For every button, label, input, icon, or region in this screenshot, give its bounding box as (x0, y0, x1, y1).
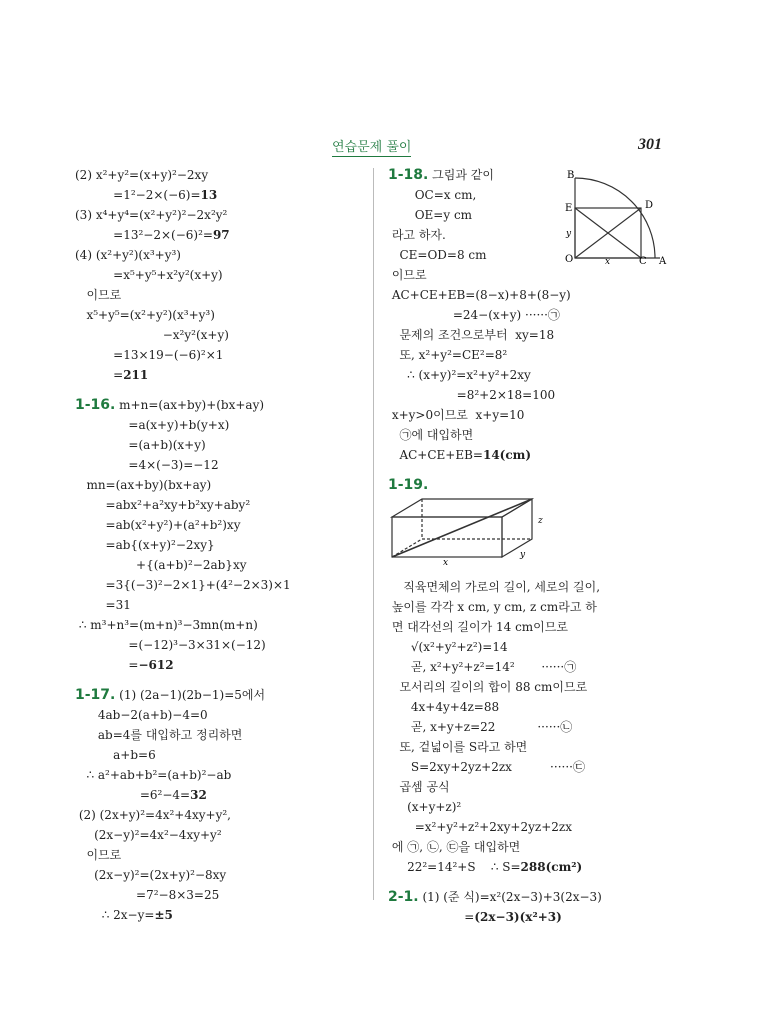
fig-label-E: E (565, 203, 573, 214)
line-text: 면 대각선의 길이가 14 cm이므로 (388, 620, 568, 634)
line-text: =(−12)³−3×31×(−12) (75, 638, 266, 652)
line-text: =13×19−(−6)²×1 (75, 348, 224, 362)
line-text: ㉠에 대입하면 (388, 428, 474, 442)
left-column (75, 165, 365, 925)
page-number: 301 (638, 136, 662, 153)
solution-line (75, 865, 365, 885)
line-text: 직육면체의 가로의 길이, 세로의 길이, (388, 580, 601, 594)
problem-2-1-body (388, 907, 688, 927)
line-text: ∴ (x+y)²=x²+y²+2xy (388, 368, 531, 382)
line-answer: 13 (200, 188, 218, 202)
solution-line (388, 617, 688, 637)
line-text: 이므로 (388, 268, 427, 282)
solution-line (388, 857, 688, 877)
solution-line (75, 595, 365, 615)
problem-1-17-body (75, 705, 365, 925)
solution-line (388, 425, 688, 445)
solution-line (388, 637, 688, 657)
column-divider (373, 168, 374, 900)
solution-line (388, 817, 688, 837)
problem-line: (1) (2a−1)(2b−1)=5에서 (115, 688, 266, 702)
fig-label-x: x (605, 257, 611, 265)
solution-line (75, 575, 365, 595)
line-text: =4×(−3)=−12 (75, 458, 219, 472)
cuboid-label-x: x (443, 558, 449, 567)
solution-line (75, 435, 365, 455)
line-text: 또, 겉넓이를 S라고 하면 (388, 740, 528, 754)
solution-line (388, 305, 688, 325)
solution-line (75, 655, 365, 675)
line-text: = (75, 658, 139, 672)
line-text: = (75, 368, 124, 382)
line-text: 에 ㉠, ㉡, ㉢을 대입하면 (388, 840, 521, 854)
line-text: =x²+y²+z²+2xy+2yz+2zx (388, 820, 572, 834)
solution-line (388, 385, 688, 405)
line-text: = (388, 910, 475, 924)
line-text: (2) (2x+y)²=4x²+4xy+y², (75, 808, 231, 822)
solution-line (388, 677, 688, 697)
line-answer: ±5 (154, 908, 173, 922)
line-text: 높이를 각각 x cm, y cm, z cm라고 하 (388, 600, 597, 614)
line-text: ab=4를 대입하고 정리하면 (75, 728, 243, 742)
solution-line (75, 635, 365, 655)
fig-label-D: D (645, 200, 654, 211)
solution-line (75, 885, 365, 905)
fig-label-C: C (639, 256, 647, 265)
problem-1-16-header (75, 395, 365, 415)
line-answer: 211 (123, 368, 149, 382)
fig-label-A: A (659, 256, 667, 265)
solution-line (388, 837, 688, 857)
line-text: 4x+4y+4z=88 (388, 700, 500, 714)
right-column (388, 165, 688, 927)
line-text: 라고 하자. (388, 228, 446, 242)
solution-line (75, 905, 365, 925)
solution-line (75, 305, 365, 325)
line-text: mn=(ax+by)(bx+ay) (75, 478, 212, 492)
line-text: x⁵+y⁵=(x²+y²)(x³+y³) (75, 308, 215, 322)
solution-line (388, 325, 688, 345)
line-text: =x⁵+y⁵+x²y²(x+y) (75, 268, 223, 282)
line-text: ∴ a²+ab+b²=(a+b)²−ab (75, 768, 232, 782)
solution-line (388, 365, 688, 385)
problem-number: 1-18. (388, 167, 429, 183)
solution-line (75, 245, 365, 265)
line-text: =31 (75, 598, 131, 612)
line-text: +{(a+b)²−2ab}xy (75, 558, 247, 572)
solution-line (388, 405, 688, 425)
line-text: =6²−4= (75, 788, 191, 802)
line-answer: 288(cm²) (520, 860, 583, 874)
cuboid-figure (388, 497, 688, 573)
problem-line: m+n=(ax+by)+(bx+ay) (115, 398, 265, 412)
solution-line (75, 615, 365, 635)
solution-line (75, 165, 365, 185)
solution-line (75, 785, 365, 805)
solution-line (388, 697, 688, 717)
fig-label-y: y (566, 229, 572, 239)
line-text: =ab(x²+y²)+(a²+b²)xy (75, 518, 241, 532)
line-answer: 32 (190, 788, 207, 802)
line-text: =8²+2×18=100 (388, 388, 556, 402)
solution-line (75, 205, 365, 225)
line-text: =13²−2×(−6)²= (75, 228, 213, 242)
line-text: ∴ 2x−y= (75, 908, 155, 922)
fig-label-O: O (565, 254, 574, 265)
solution-line (75, 225, 365, 245)
solution-line (388, 577, 688, 597)
line-text: 이므로 (75, 288, 122, 302)
solution-line (75, 495, 365, 515)
solution-line (75, 365, 365, 385)
solution-line (75, 475, 365, 495)
line-answer: −612 (138, 658, 174, 672)
line-text: =(a+b)(x+y) (75, 438, 206, 452)
cuboid-diagram (388, 497, 548, 567)
line-text: 4ab−2(a+b)−4=0 (75, 708, 208, 722)
problem-number: 1-16. (75, 397, 116, 413)
line-text: 곱셈 공식 (388, 780, 450, 794)
solution-line (388, 597, 688, 617)
solution-line (75, 265, 365, 285)
solution-line (75, 535, 365, 555)
line-text: √(x²+y²+z²)=14 (388, 640, 508, 654)
line-text: S=2xy+2yz+2zx ······㉢ (388, 760, 585, 774)
problem-1-19-body (388, 577, 688, 877)
line-text: OC=x cm, (388, 188, 477, 202)
line-text: 곧, x²+y²+z²=14² ······㉠ (388, 660, 577, 674)
line-text: OE=y cm (388, 208, 473, 222)
line-text: 모서리의 길이의 합이 88 cm이므로 (388, 680, 588, 694)
line-text: =abx²+a²xy+b²xy+aby² (75, 498, 251, 512)
line-text: (2x−y)²=(2x+y)²−8xy (75, 868, 227, 882)
line-text: 22²=14²+S ∴ S= (388, 860, 521, 874)
solution-line (75, 555, 365, 575)
line-text: −x²y²(x+y) (75, 328, 229, 342)
problem-number: 2-1. (388, 889, 419, 905)
line-text: 문제의 조건으로부터 xy=18 (388, 328, 555, 342)
problem-1-16-body (75, 415, 365, 675)
line-text: =ab{(x+y)²−2xy} (75, 538, 215, 552)
solution-line (388, 757, 688, 777)
line-answer: (2x−3)(x²+3) (474, 910, 562, 924)
solution-line (388, 445, 688, 465)
problem-2-1-header (388, 887, 688, 907)
solution-line (75, 705, 365, 725)
solution-line (388, 285, 688, 305)
quarter-circle-figure (565, 170, 685, 265)
line-text: (x+y+z)² (388, 800, 462, 814)
line-text: =a(x+y)+b(y+x) (75, 418, 230, 432)
cuboid-label-z: z (538, 516, 543, 526)
line-text: (2x−y)²=4x²−4xy+y² (75, 828, 222, 842)
problem-1-19-header (388, 475, 688, 495)
solution-line (75, 805, 365, 825)
problem-number: 1-17. (75, 687, 116, 703)
page-title: 연습문제 풀이 (332, 136, 411, 157)
solution-line (75, 745, 365, 765)
solution-line (75, 845, 365, 865)
solution-line (388, 797, 688, 817)
line-text: =7²−8×3=25 (75, 888, 220, 902)
line-text: =3{(−3)²−2×1}+(4²−2×3)×1 (75, 578, 291, 592)
problem-1-15-continuation (75, 165, 365, 385)
problem-1-17-header (75, 685, 365, 705)
line-text: 이므로 (75, 848, 122, 862)
solution-line (388, 345, 688, 365)
solution-line (75, 725, 365, 745)
line-answer: 14(cm) (482, 448, 532, 462)
line-text: ∴ m³+n³=(m+n)³−3mn(m+n) (75, 618, 258, 632)
problem-line: 그림과 같이 (428, 168, 494, 182)
solution-line (388, 907, 688, 927)
line-text: AC+CE+EB= (388, 448, 483, 462)
solution-line (75, 515, 365, 535)
solution-line (388, 737, 688, 757)
solution-line (388, 265, 688, 285)
solution-line (388, 777, 688, 797)
solution-line (75, 285, 365, 305)
line-text: 곧, x+y+z=22 ······㉡ (388, 720, 573, 734)
fig-label-B: B (567, 170, 575, 181)
solution-line (388, 657, 688, 677)
line-text: AC+CE+EB=(8−x)+8+(8−y) (388, 288, 571, 302)
line-text: =1²−2×(−6)= (75, 188, 201, 202)
line-text: x+y>0이므로 x+y=10 (388, 408, 525, 422)
problem-number: 1-19. (388, 477, 429, 493)
line-text: (2) x²+y²=(x+y)²−2xy (75, 168, 209, 182)
line-text: 또, x²+y²=CE²=8² (388, 348, 508, 362)
line-answer: 97 (212, 228, 230, 242)
solution-line (75, 765, 365, 785)
solution-line (75, 185, 365, 205)
solution-line (388, 717, 688, 737)
cuboid-label-y: y (520, 550, 526, 560)
problem-line: (1) (준 식)=x²(2x−3)+3(2x−3) (418, 890, 602, 904)
solution-line (75, 325, 365, 345)
line-text: CE=OD=8 cm (388, 248, 487, 262)
solution-line (75, 825, 365, 845)
line-text: a+b=6 (75, 748, 156, 762)
solution-line (75, 345, 365, 365)
line-text: (4) (x²+y²)(x³+y³) (75, 248, 181, 262)
line-text: (3) x⁴+y⁴=(x²+y²)²−2x²y² (75, 208, 228, 222)
solution-line (75, 455, 365, 475)
line-text: =24−(x+y) ······㉠ (388, 308, 560, 322)
page-header (0, 136, 768, 160)
solution-line (75, 415, 365, 435)
